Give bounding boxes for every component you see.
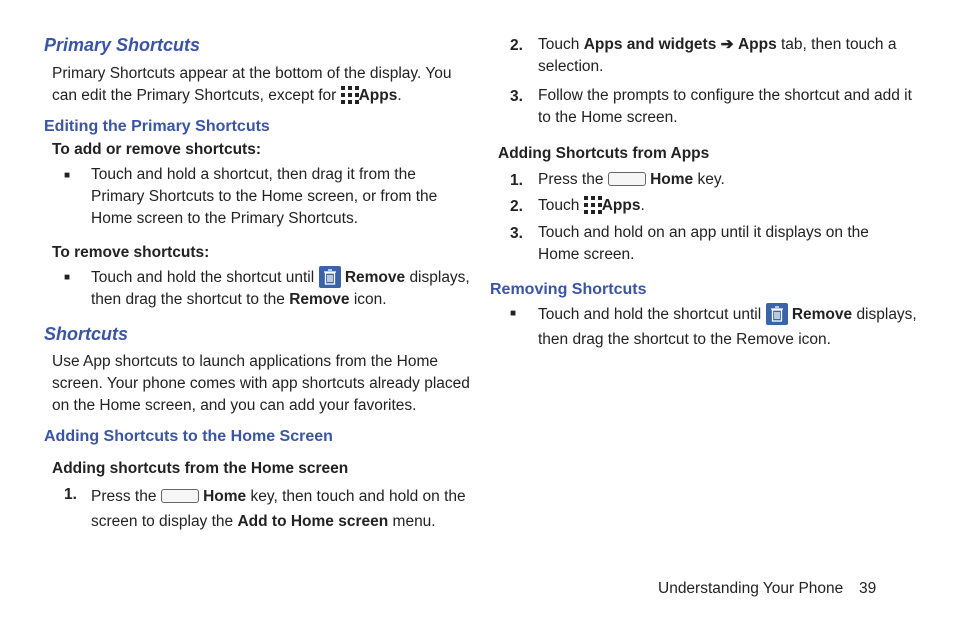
page-number: 39	[859, 580, 877, 597]
bullet-icon: ■	[510, 308, 517, 319]
home-key-icon	[608, 172, 646, 186]
remove-label: To remove shortcuts:	[52, 244, 210, 261]
step2-text: Touch Apps and widgets ➔ Apps tab, then touch a selection.	[538, 36, 897, 75]
step-number: 3.	[510, 225, 523, 242]
apps-step3-text: Touch and hold on an app until it displays on the Home screen.	[538, 224, 869, 263]
trash-icon	[766, 303, 788, 325]
add-remove-label: To add or remove shortcuts:	[52, 141, 261, 158]
step-number: 2.	[510, 198, 523, 215]
apps-step1-text: Press the Home key.	[538, 171, 725, 188]
step-number: 2.	[510, 37, 523, 54]
apps-step2-text: Touch Apps.	[538, 197, 645, 214]
from-apps-label: Adding Shortcuts from Apps	[498, 145, 710, 162]
footer-section: Understanding Your Phone	[658, 580, 844, 597]
shortcuts-paragraph: Use App shortcuts to launch applications from the Home screen. Your phone comes with app shortcuts already placed on the Home screen, and you can add your favorites.	[52, 353, 470, 414]
step3-text: Follow the prompts to configure the shortcut and add it to the Home screen.	[538, 87, 912, 126]
step-number: 1.	[510, 172, 523, 189]
step-number: 1.	[64, 486, 77, 503]
trash-icon	[319, 266, 341, 288]
add-bullet-text: Touch and hold a shortcut, then drag it from the Primary Shortcuts to the Home screen, or from the Home screen to the Primary Shortcuts.	[91, 166, 438, 227]
home-key-icon	[161, 489, 199, 503]
apps-grid-icon	[341, 86, 359, 104]
arrow-icon: ➔	[720, 36, 734, 53]
removing-title: Removing Shortcuts	[490, 281, 647, 298]
editing-title: Editing the Primary Shortcuts	[44, 118, 270, 135]
step-number: 3.	[510, 88, 523, 105]
bullet-icon: ■	[64, 272, 71, 283]
step1-text: Press the Home key, then touch and hold on the screen to display the Add to Home screen menu.	[91, 488, 466, 530]
removing-bullet-text: Touch and hold the shortcut until Remove displays, then drag the shortcut to the Remove icon.	[538, 302, 917, 352]
apps-grid-icon	[584, 196, 602, 214]
shortcuts-title: Shortcuts	[44, 324, 129, 344]
remove-bullet-text: Touch and hold the shortcut until Remove displays, then drag the shortcut to the Remove icon.	[91, 266, 470, 311]
adding-title: Adding Shortcuts to the Home Screen	[44, 428, 333, 445]
primary-shortcuts-title: Primary Shortcuts	[44, 35, 201, 55]
adding-label: Adding shortcuts from the Home screen	[52, 460, 349, 477]
bullet-icon: ■	[64, 170, 71, 181]
primary-paragraph: Primary Shortcuts appear at the bottom of the display. You can edit the Primary Shortcuts, except for Apps.	[52, 65, 452, 104]
